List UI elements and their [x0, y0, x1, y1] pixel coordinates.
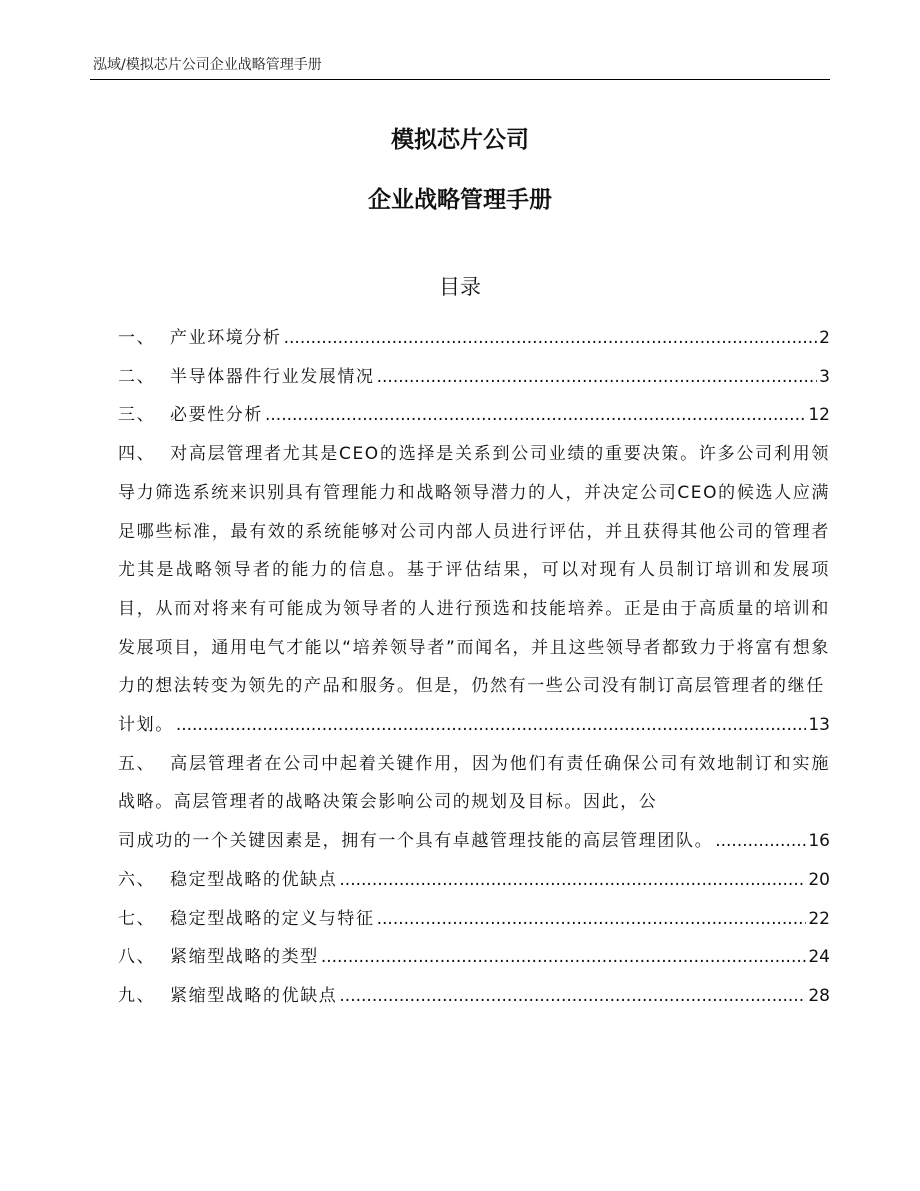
toc-entry-title: 高层管理者在公司中起着关键作用，因为他们有责任确保公司有效地制订和实施战略。高层管理者的战略决策会影响公司的规划及目标。因此，公: [118, 753, 830, 813]
toc-entry-number: 三、: [118, 405, 156, 426]
toc-entry-2[interactable]: [118, 358, 830, 397]
toc-entry-title-end: 司成功的一个关键因素是，拥有一个具有卓越管理技能的高层管理团队。: [118, 831, 714, 852]
dot-leader: [176, 706, 807, 745]
toc-entry-title-end: 计划。: [118, 715, 174, 736]
toc-entry-page: 16: [808, 831, 830, 852]
toc-entry-page: 3: [819, 366, 830, 387]
dot-leader: [339, 977, 806, 1016]
toc-entry-3[interactable]: [118, 396, 830, 435]
toc-entry-number: 四、: [118, 444, 156, 465]
toc-entry-page: 22: [808, 908, 830, 929]
toc-entry-9[interactable]: [118, 977, 830, 1016]
toc-entry-page: 13: [808, 715, 830, 736]
toc-entry-title: 半导体器件行业发展情况: [170, 366, 375, 387]
toc-entry-number: 一、: [118, 328, 156, 348]
toc-entry-number: 七、: [118, 908, 156, 929]
toc-entry-number: 六、: [118, 869, 156, 890]
dot-leader: [377, 358, 818, 397]
toc-entry-title: 对高层管理者尤其是CEO的选择是关系到公司业绩的重要决策。许多公司利用领导力筛选系统来识别具有管理能力和战略领导潜力的人，并决定公司CEO的候选人应满足哪些标准，最有效的系统能够对公司内部人员进行评估，并且获得其他公司的管理者尤其是战略领导者的能力的信息。基于评估结果，可以对现有人员制订培训和发展项目，从而对将来有可能成为领导者的人进行预选和技能培养。正是由于高质量的培训和发展项目，通用电气才能以“培养领导者”而闻名，并且这些领导者都致力于将富有想象力的想法转变为领先的产品和服务。但是，仍然有一些公司没有制订高层管理者的继任: [118, 444, 830, 697]
toc-entry-number: 二、: [118, 366, 156, 387]
table-of-contents: [118, 319, 830, 1016]
toc-entry-page: 2: [819, 328, 830, 348]
toc-entry-1[interactable]: [118, 319, 830, 358]
toc-entry-number: 八、: [118, 947, 156, 968]
toc-entry-number: 九、: [118, 985, 156, 1006]
header-divider: [90, 79, 830, 80]
document-title-line1: 模拟芯片公司: [391, 127, 529, 153]
toc-entry-page: 24: [808, 947, 830, 968]
toc-entry-8[interactable]: [118, 938, 830, 977]
toc-entry-6[interactable]: [118, 861, 830, 900]
toc-entry-title: 产业环境分析: [170, 328, 282, 348]
toc-entry-title: 稳定型战略的优缺点: [170, 869, 338, 890]
toc-entry-page: 12: [808, 405, 830, 426]
toc-entry-page: 20: [808, 869, 830, 890]
toc-heading: 目录: [439, 275, 481, 299]
toc-entry-page: 28: [808, 985, 830, 1006]
toc-entry-title: 稳定型战略的定义与特征: [170, 908, 375, 929]
dot-leader: [715, 822, 806, 861]
toc-entry-7[interactable]: [118, 900, 830, 939]
toc-entry-title: 紧缩型战略的优缺点: [170, 985, 338, 1006]
toc-entry-4[interactable]: [118, 435, 830, 745]
toc-entry-title: 紧缩型战略的类型: [170, 947, 319, 968]
dot-leader: [321, 938, 807, 977]
toc-entry-title: 必要性分析: [170, 405, 263, 426]
dot-leader: [339, 861, 806, 900]
dot-leader: [265, 396, 806, 435]
running-header: 泓域/模拟芯片公司企业战略管理手册: [93, 57, 322, 73]
toc-entry-5[interactable]: [118, 745, 830, 861]
toc-entry-number: 五、: [118, 753, 156, 774]
dot-leader: [377, 900, 807, 939]
dot-leader: [284, 319, 818, 358]
document-title-line2: 企业战略管理手册: [368, 187, 552, 213]
